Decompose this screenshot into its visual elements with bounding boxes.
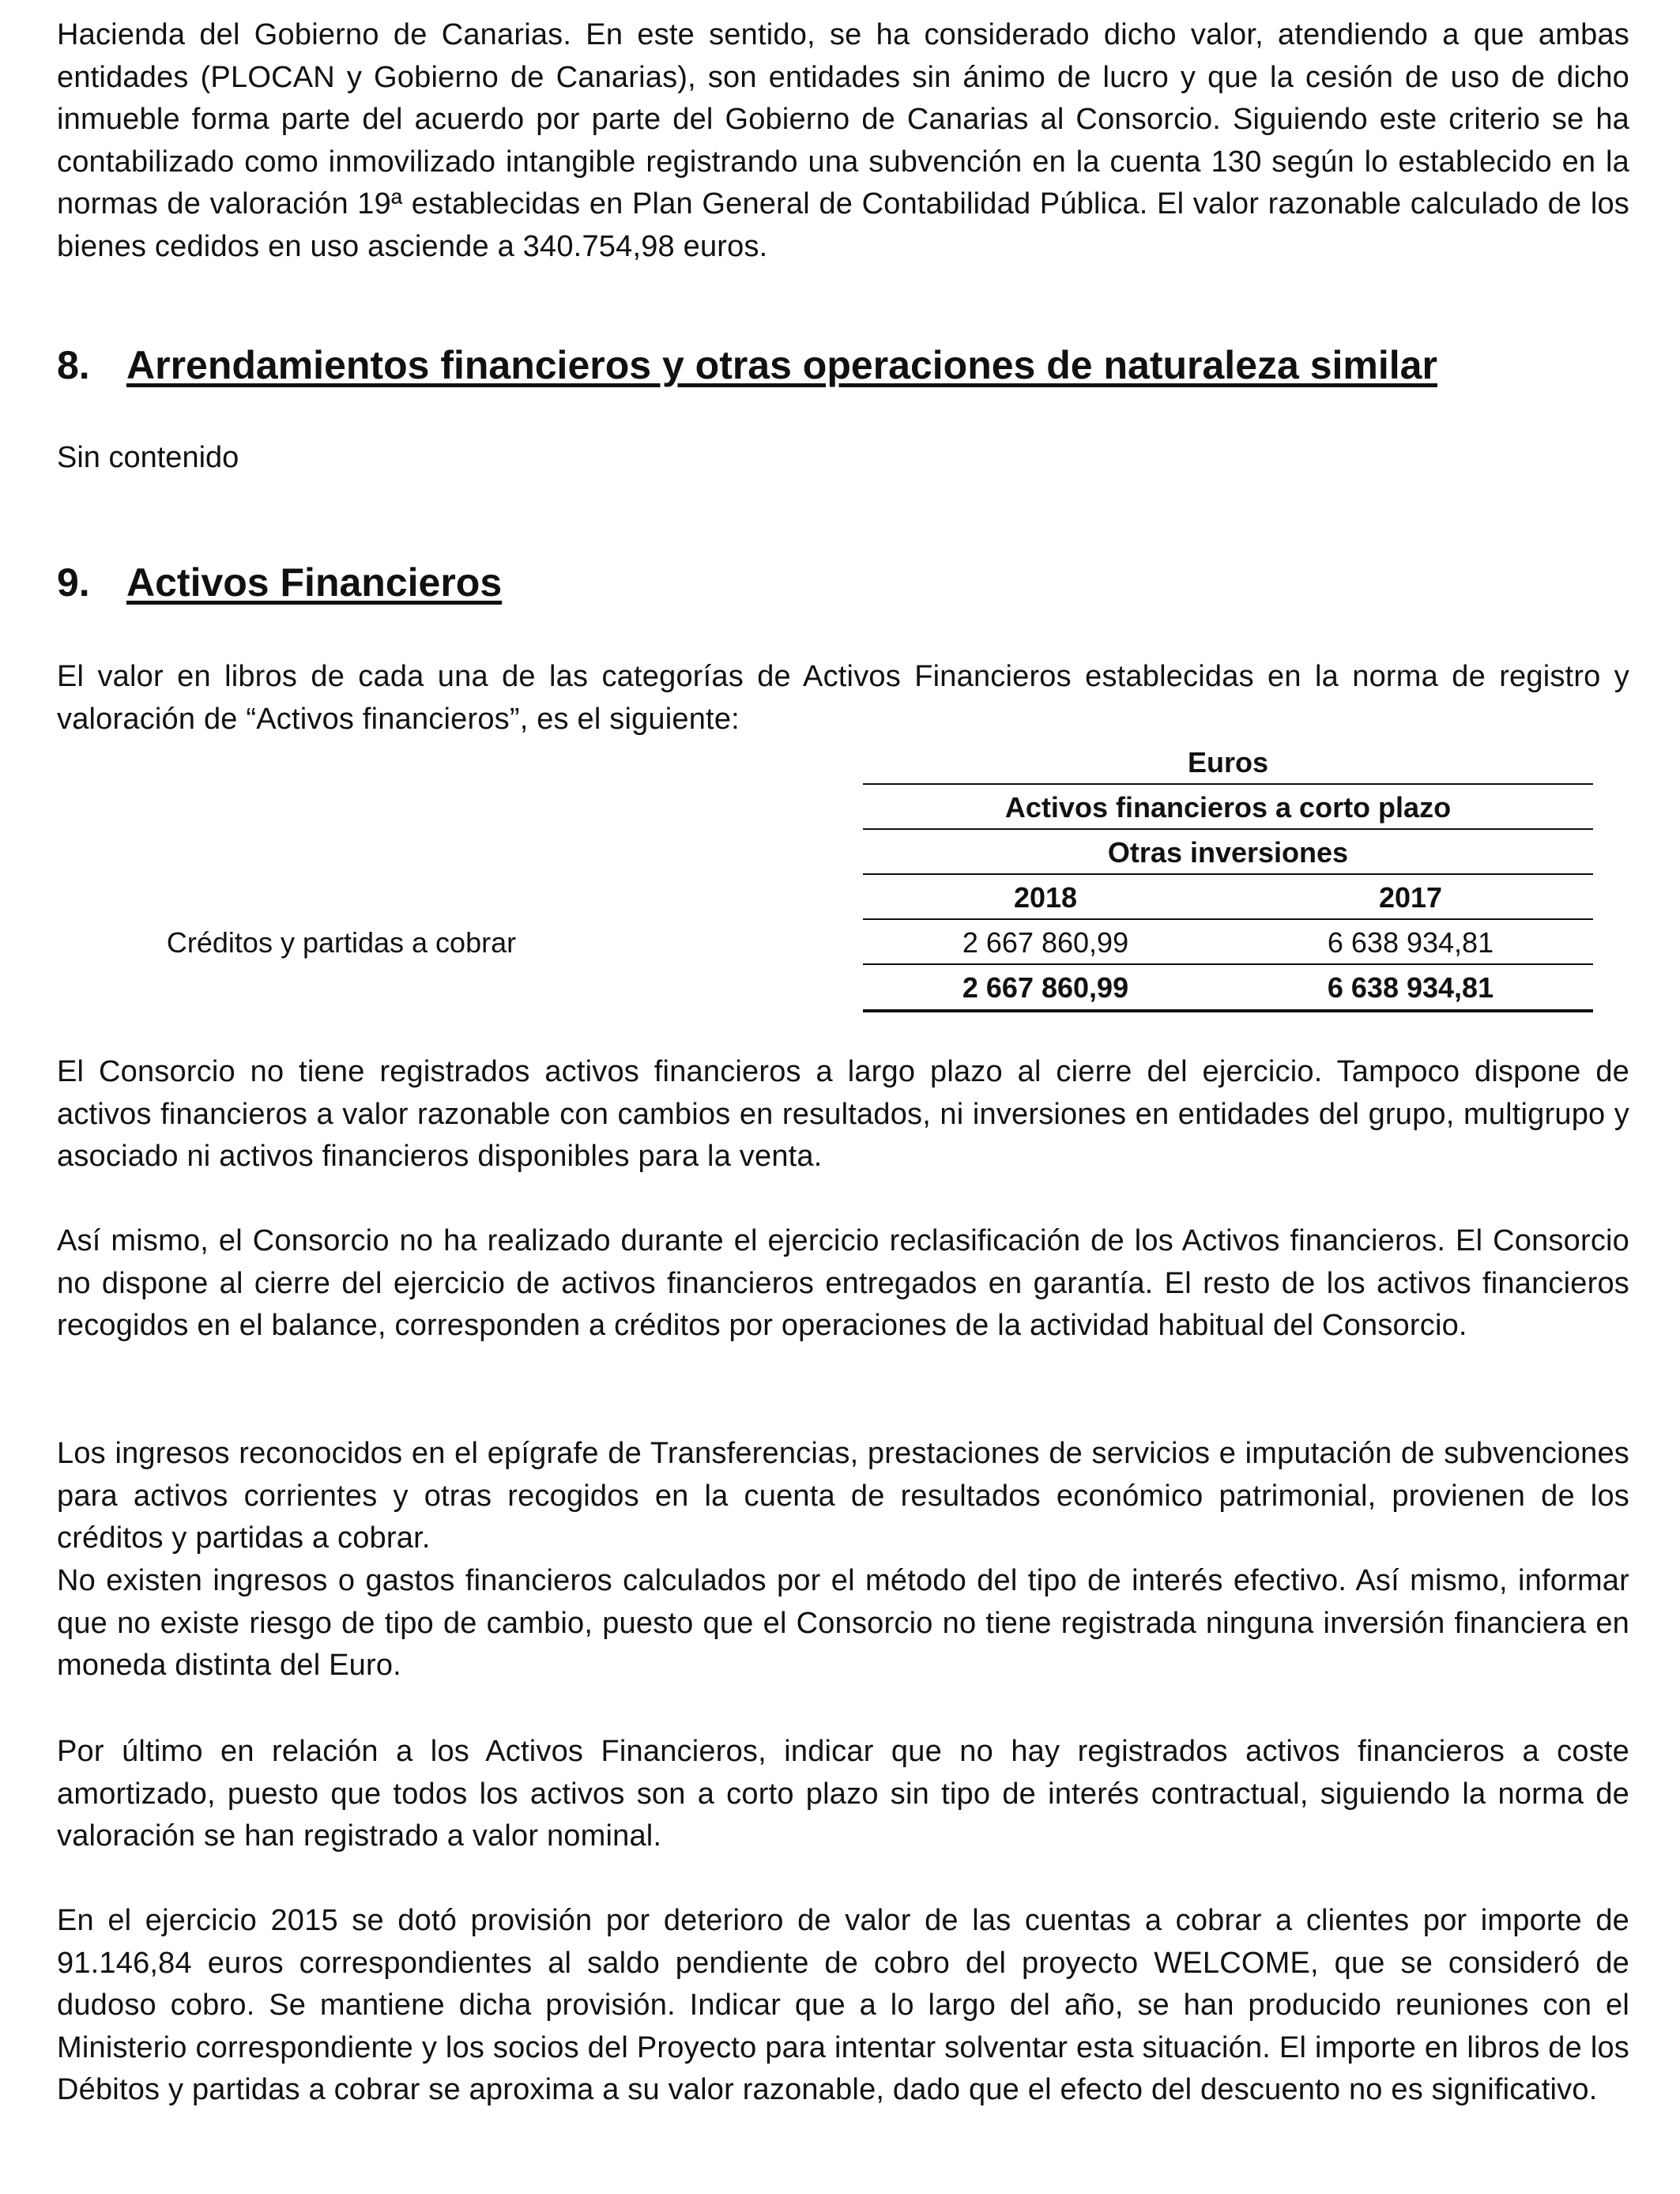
table-header-group: Activos financieros a corto plazo [1004, 791, 1452, 824]
paragraph-1: El Consorcio no tiene registrados activos financieros a largo plazo al cierre del ejercicio. Tampoco dispone de activos financieros a valor razonable con cambios en resultados, ni inversiones en entidades del grupo, multigrupo y asociado ni activos financieros disponibles para la venta. [57, 1055, 1629, 1173]
intro-paragraph: Hacienda del Gobierno de Canarias. En este sentido, se ha considerado dicho valor, atendiendo a que ambas entidades (PLOCAN y Gobierno de Canarias), son entidades sin ánimo de lucro y que la cesión de uso de dicho inmueble forma parte del acuerdo por parte del Gobierno de Canarias al Consorcio. Siguiendo este criterio se ha contabilizado como inmovilizado intangible registrando una subvención en la cuenta 130 según lo establecido en la normas de valoración 19ª establecidas en Plan General de Contabilidad Pública. El valor razonable calculado de los bienes cedidos en uso asciende a 340.754,98 euros. [57, 18, 1629, 263]
table-year-2017: 2017 [1378, 881, 1443, 914]
section-8-heading [57, 342, 1437, 388]
table-total-row [57, 965, 1629, 1010]
table-years-row [57, 875, 1629, 920]
section-8-number: 8. [57, 343, 90, 387]
paragraph-4: No existen ingresos o gastos financieros calculados por el método del tipo de interés efectivo. Así mismo, informar que no existe riesgo de tipo de cambio, puesto que el Consorcio no tiene registrada ninguna inversión financiera en moneda distinta del Euro. [57, 1564, 1629, 1682]
table-rule-bottom [863, 1009, 1593, 1012]
section-8-title: Arrendamientos financieros y otras operaciones de naturaleza similar [126, 343, 1437, 387]
paragraph-3: Los ingresos reconocidos en el epígrafe de Transferencias, prestaciones de servicios e imputación de subvenciones para activos corrientes y otras recogidos en la cuenta de resultados económico patrimonial, provienen de los créditos y partidas a cobrar. [57, 1437, 1629, 1555]
table-header-euros-row [57, 740, 1629, 785]
table-cell-2017: 6 638 934,81 [1327, 926, 1494, 959]
financial-assets-table [57, 740, 1629, 1004]
table-header-sub: Otras inversiones [1107, 836, 1349, 869]
table-header-euros: Euros [1187, 746, 1269, 778]
table-row-label: Créditos y partidas a cobrar [166, 926, 517, 959]
table-cell-2018: 2 667 860,99 [962, 926, 1129, 959]
section-9-number: 9. [57, 560, 90, 605]
table-total-2017: 6 638 934,81 [1327, 971, 1494, 1004]
table-header-group-row [57, 785, 1629, 830]
table-header-sub-row [57, 830, 1629, 875]
paragraph-2: Así mismo, el Consorcio no ha realizado durante el ejercicio reclasificación de los Activos financieros. El Consorcio no dispone al cierre del ejercicio de activos financieros entregados en garantía. El resto de los activos financieros recogidos en el balance, corresponden a créditos por operaciones de la actividad habitual del Consorcio. [57, 1224, 1629, 1342]
paragraph-5: Por último en relación a los Activos Financieros, indicar que no hay registrados activos financieros a coste amortizado, puesto que todos los activos son a corto plazo sin tipo de interés contractual, siguiendo la norma de valoración se han registrado a valor nominal. [57, 1735, 1629, 1853]
section-9-title: Activos Financieros [126, 560, 503, 605]
table-year-2018: 2018 [1013, 881, 1078, 914]
section-9-heading [57, 560, 502, 605]
paragraph-6: En el ejercicio 2015 se dotó provisión por deterioro de valor de las cuentas a cobrar a clientes por importe de 91.146,84 euros correspondientes al saldo pendiente de cobro del proyecto WELCOME, que se consideró de dudoso cobro. Se mantiene dicha provisión. Indicar que a lo largo del año, se han producido reuniones con el Ministerio correspondiente y los socios del Proyecto para intentar solventar esta situación. El importe en libros de los Débitos y partidas a cobrar se aproxima a su valor razonable, dado que el efecto del descuento no es significativo. [57, 1904, 1629, 2106]
section-8-body: Sin contenido [57, 441, 239, 474]
table-row [57, 920, 1629, 965]
section-9-intro: El valor en libros de cada una de las categorías de Activos Financieros establecidas en la norma de registro y valoración de “Activos financieros”, es el siguiente: [57, 660, 1629, 736]
table-total-2018: 2 667 860,99 [962, 971, 1129, 1004]
